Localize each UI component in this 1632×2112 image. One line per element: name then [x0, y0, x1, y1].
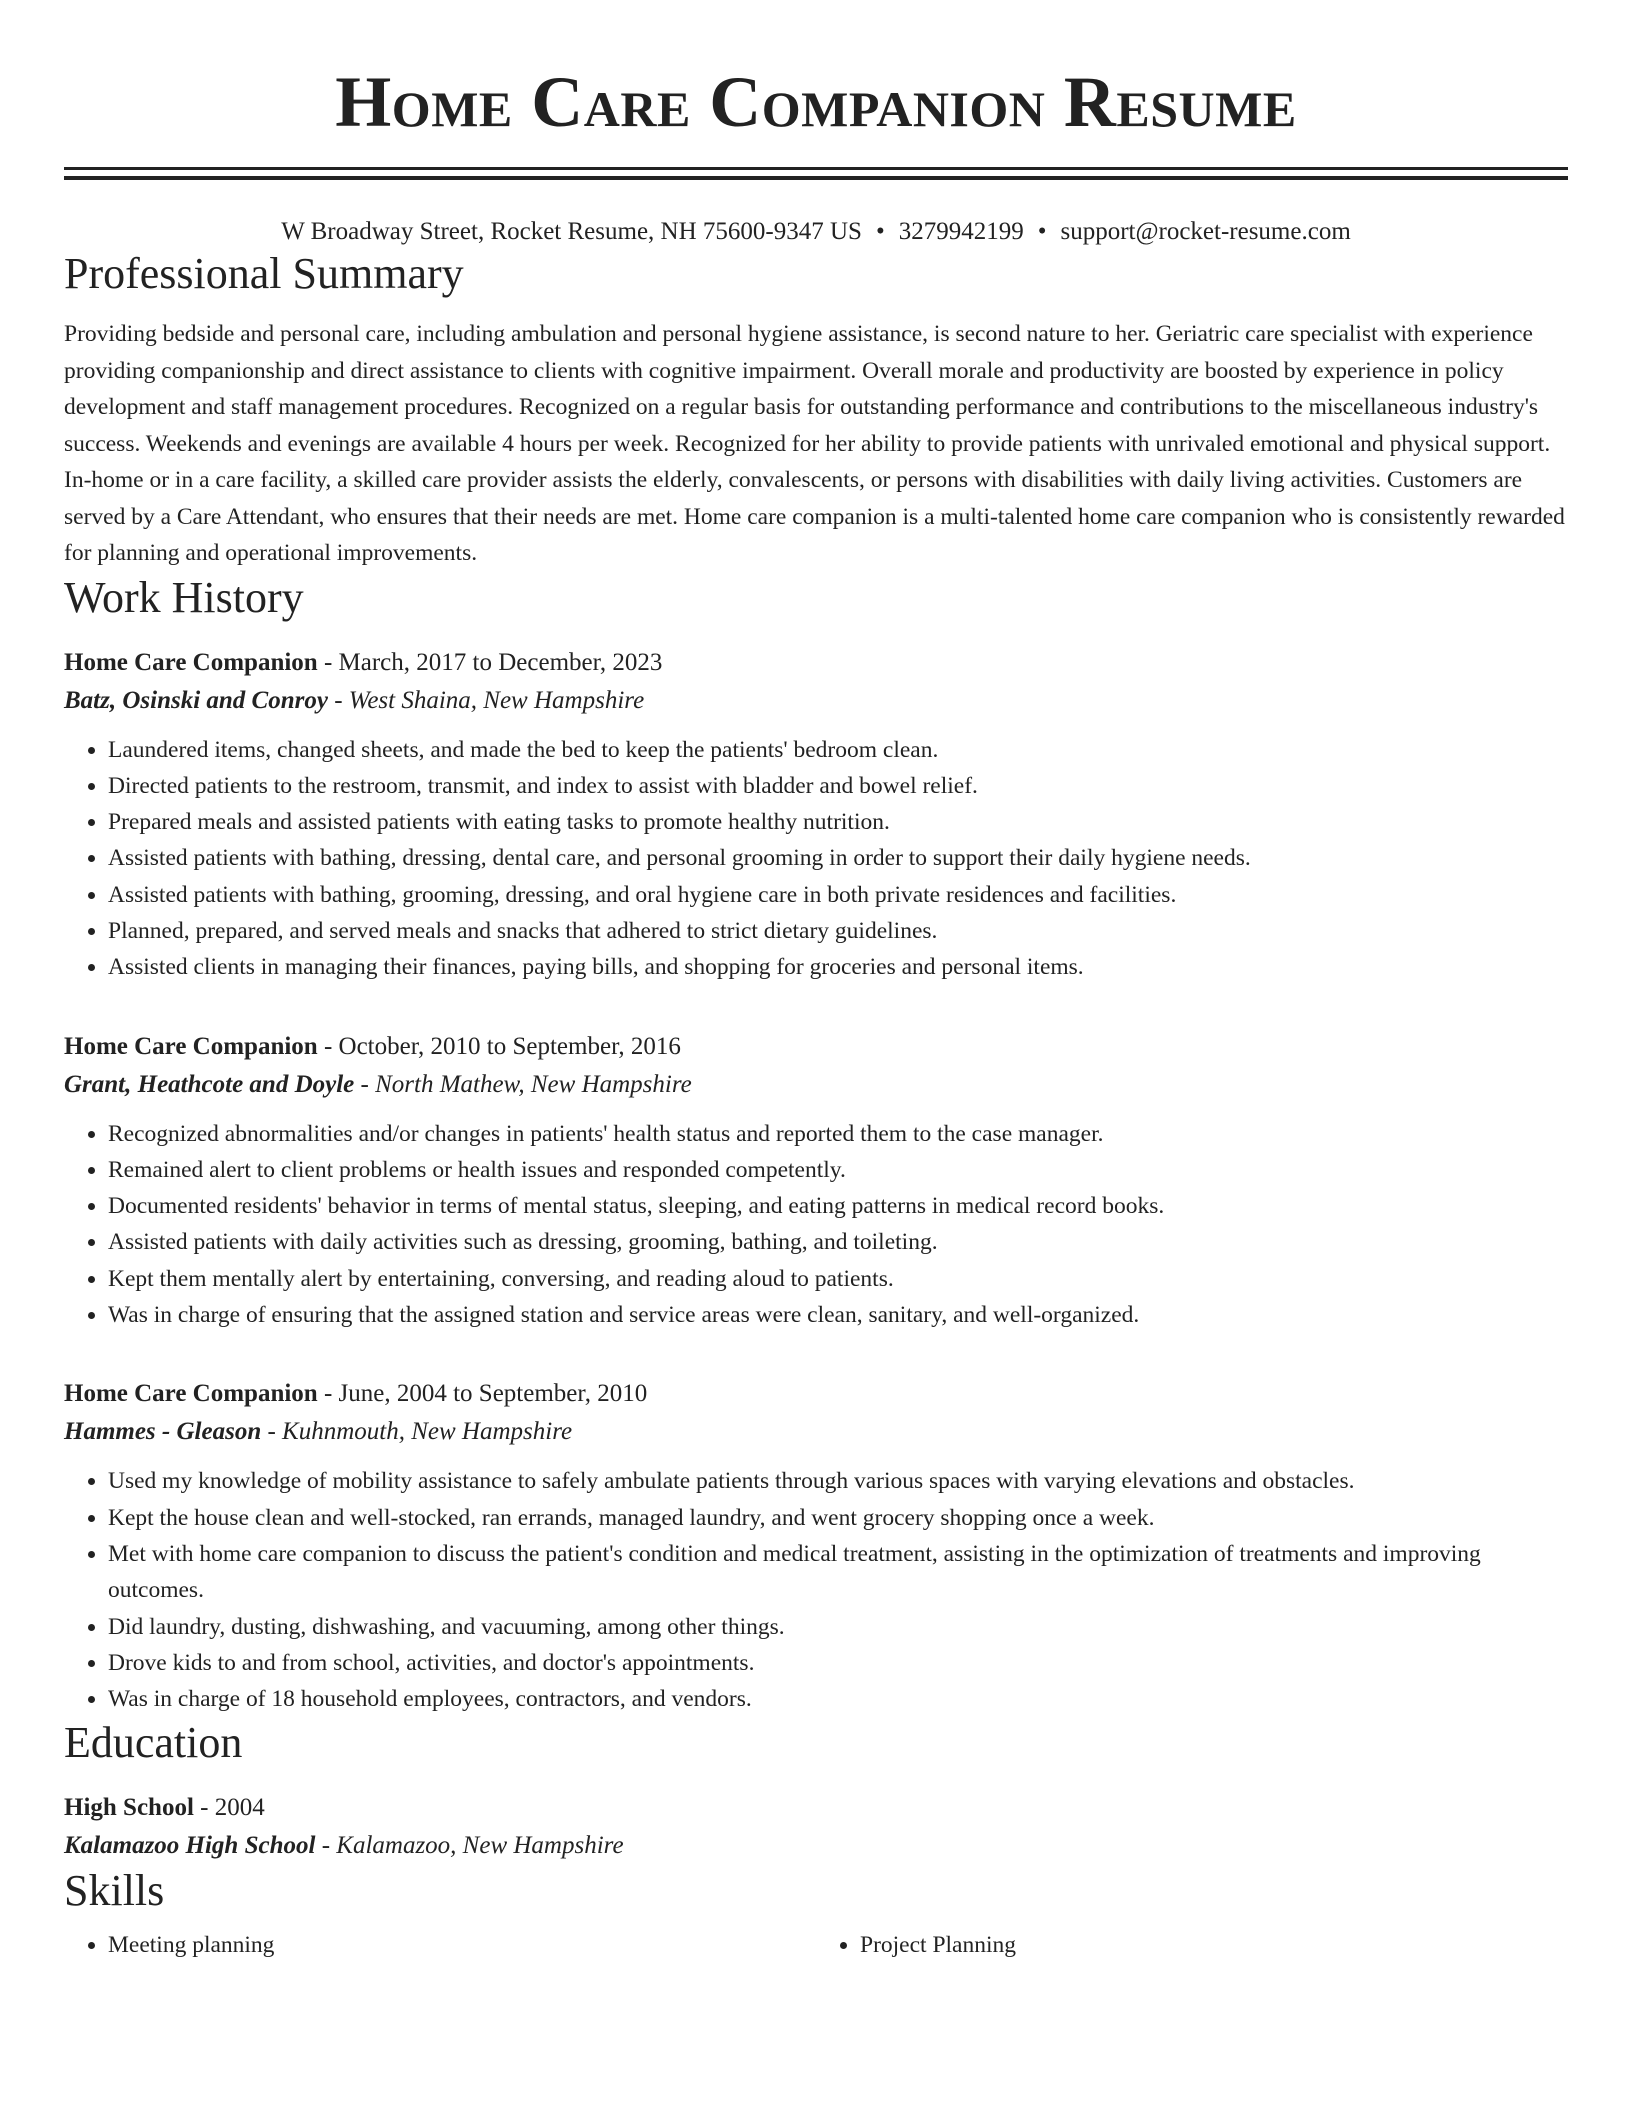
skills-grid [64, 1927, 1568, 1963]
contact-line [64, 216, 1568, 248]
work-history-heading: Work History [64, 572, 304, 622]
job-entry [64, 1375, 1568, 1717]
job-title: Home Care Companion [64, 648, 318, 676]
job-duty: • Directed patients to the restroom, transmit, and index to assist with bladder and bowel relief. [108, 768, 1568, 804]
education-school-line [64, 1827, 1568, 1865]
job-role-line [64, 1028, 1568, 1066]
job-dates: - October, 2010 to September, 2016 [317, 1032, 681, 1060]
job-duty: • Drove kids to and from school, activities, and doctor's appointments. [108, 1645, 1568, 1681]
title-divider-top [64, 167, 1568, 170]
job-role-line [64, 644, 1568, 682]
job-company: Hammes - Gleason [64, 1418, 262, 1446]
job-company-line [64, 682, 1568, 720]
job-duties-list [64, 1463, 1568, 1717]
job-duty: • Assisted patients with bathing, grooming, dressing, and oral hygiene care in both private residences and facilities. [108, 877, 1568, 913]
job-duty: • Laundered items, changed sheets, and made the bed to keep the patients' bedroom clean. [108, 732, 1568, 768]
contact-phone: 3279942199 [898, 218, 1024, 245]
job-duties-list [64, 1116, 1568, 1334]
job-duty: • Was in charge of 18 household employees, contractors, and vendors. [108, 1681, 1568, 1717]
job-duty: • Kept them mentally alert by entertaining, conversing, and reading aloud to patients. [108, 1261, 1568, 1297]
job-company: Batz, Osinski and Conroy [64, 686, 328, 714]
summary-text: Providing bedside and personal care, including ambulation and personal hygiene assistance, is second nature to her. Geriatric care specialist with experience providing companionship and direct assistance to clients with cognitive impairment. Overall morale and productivity are boosted by experience in policy development and staff management procedures. Recognized on a regular basis for outstanding performance and contributions to the miscellaneous industry's success. Weekends and evenings are available 4 hours per week. Recognized for her ability to provide patients with unrivaled emotional and physical support. In-home or in a care facility, a skilled care provider assists the elderly, convalescents, or persons with disabilities with daily living activities. Customers are served by a Care Attendant, who ensures that their needs are met. Home care companion is a multi-talented home care companion who is consistently rewarded for planning and operational improvements. [64, 321, 1565, 566]
skill-item: • Project Planning [860, 1927, 1568, 1963]
contact-address: W Broadway Street, Rocket Resume, NH 75600-9347 US [281, 218, 862, 245]
job-duty: • Remained alert to client problems or health issues and responded competently. [108, 1152, 1568, 1188]
education-year: - 2004 [193, 1794, 265, 1822]
title-divider-bottom [64, 176, 1568, 180]
job-duty: • Recognized abnormalities and/or changes in patients' health status and reported them to the case manager. [108, 1116, 1568, 1152]
skills-column-right [816, 1927, 1568, 1963]
education-location: - Kalamazoo, New Hampshire [315, 1832, 624, 1860]
job-duty: • Kept the house clean and well-stocked, ran errands, managed laundry, and went grocery shopping once a week. [108, 1500, 1568, 1536]
job-entry [64, 1028, 1568, 1334]
education-degree: High School [64, 1794, 194, 1822]
job-duty: • Assisted clients in managing their finances, paying bills, and shopping for groceries and personal items. [108, 949, 1568, 985]
job-company-line [64, 1413, 1568, 1451]
summary-heading: Professional Summary [64, 249, 464, 298]
job-duties-list [64, 732, 1568, 986]
job-location: - West Shaina, New Hampshire [327, 686, 645, 714]
skills-column-left [64, 1927, 816, 1963]
job-location: - Kuhnmouth, New Hampshire [261, 1418, 573, 1446]
skill-item: • Meeting planning [108, 1927, 816, 1963]
job-duty: • Was in charge of ensuring that the assigned station and service areas were clean, sanitary, and well-organized. [108, 1297, 1568, 1333]
education-degree-line [64, 1789, 1568, 1827]
job-title: Home Care Companion [64, 1380, 318, 1408]
job-duty: • Used my knowledge of mobility assistance to safely ambulate patients through various spaces with varying elevations and obstacles. [108, 1463, 1568, 1499]
job-company-line [64, 1066, 1568, 1104]
job-entry [64, 644, 1568, 986]
job-dates: - June, 2004 to September, 2010 [317, 1380, 648, 1408]
job-role-line [64, 1375, 1568, 1413]
job-duty: • Planned, prepared, and served meals and snacks that adhered to strict dietary guidelines. [108, 913, 1568, 949]
job-company: Grant, Heathcote and Doyle [64, 1070, 355, 1098]
resume-title: Home Care Companion Resume [335, 62, 1297, 142]
job-duty: • Assisted patients with daily activities such as dressing, grooming, bathing, and toileting. [108, 1224, 1568, 1260]
job-duty: • Did laundry, dusting, dishwashing, and vacuuming, among other things. [108, 1609, 1568, 1645]
job-title: Home Care Companion [64, 1032, 318, 1060]
skills-heading: Skills [64, 1866, 165, 1916]
job-dates: - March, 2017 to December, 2023 [317, 648, 663, 676]
education-heading: Education [64, 1718, 243, 1768]
job-duty: • Prepared meals and assisted patients with eating tasks to promote healthy nutrition. [108, 804, 1568, 840]
contact-separator: • [1037, 218, 1047, 245]
contact-separator: • [875, 218, 885, 245]
education-entry [64, 1789, 1568, 1865]
job-duty: • Documented residents' behavior in terms of mental status, sleeping, and eating patterns in medical record books. [108, 1188, 1568, 1224]
education-school: Kalamazoo High School [64, 1832, 316, 1860]
contact-email: support@rocket-resume.com [1060, 218, 1351, 245]
job-duty: • Met with home care companion to discuss the patient's condition and medical treatment, assisting in the optimization of treatments and improving outcomes. [108, 1536, 1568, 1609]
job-duty: • Assisted patients with bathing, dressing, dental care, and personal grooming in order to support their daily hygiene needs. [108, 840, 1568, 876]
job-location: - North Mathew, New Hampshire [354, 1070, 692, 1098]
